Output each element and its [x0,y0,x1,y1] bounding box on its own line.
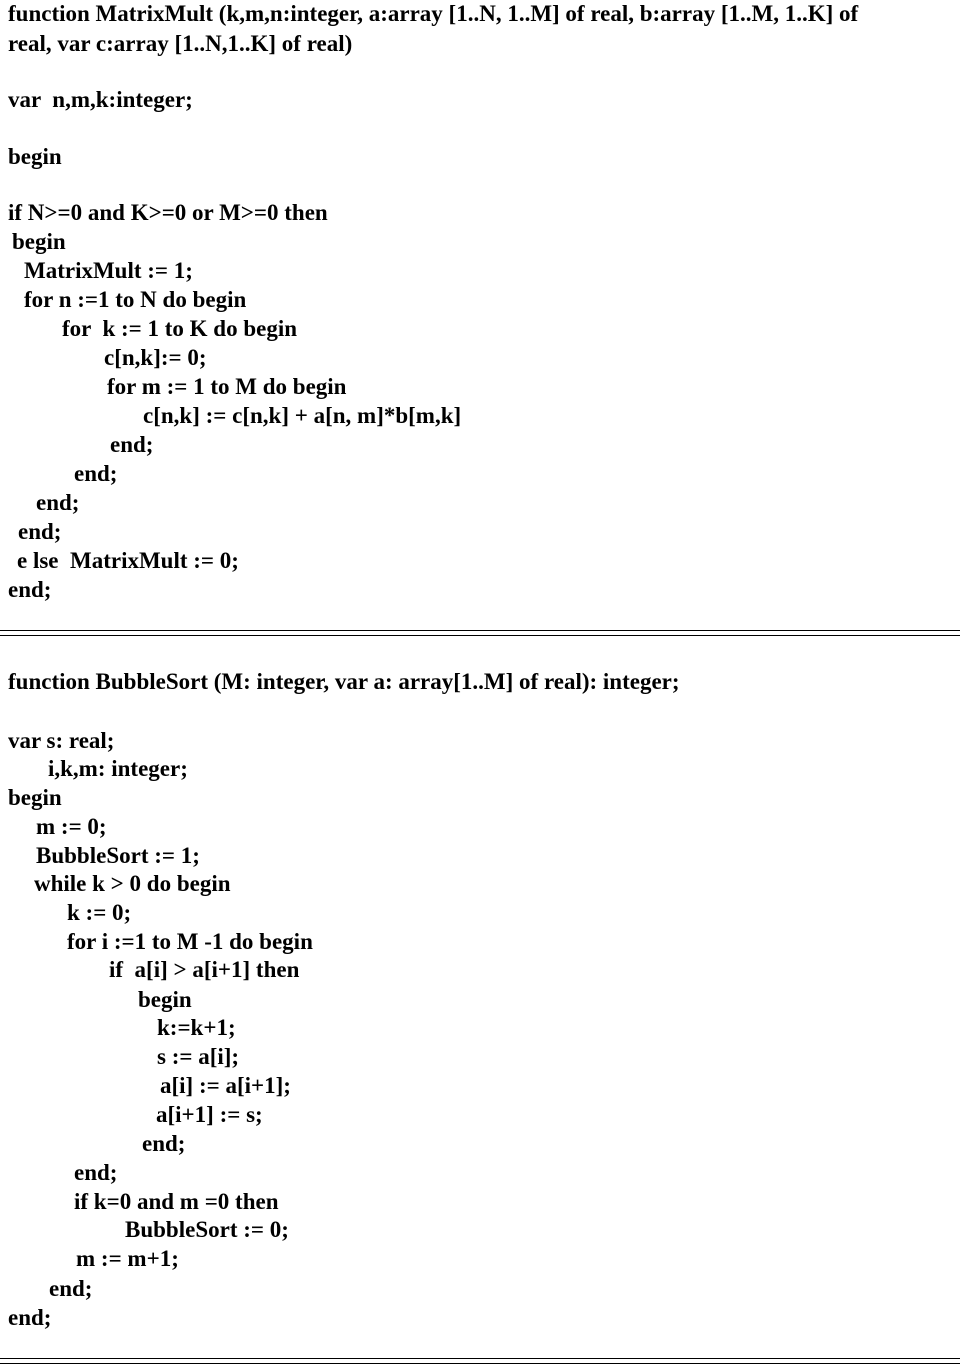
code-line: c[n,k] := c[n,k] + a[n, m]*b[m,k] [143,403,462,428]
code-line: real, var c:array [1..N,1..K] of real) [8,31,353,56]
code-line: if a[i] > a[i+1] then [109,957,300,982]
code-line: begin [8,144,62,169]
code-line: begin [12,229,66,254]
code-line: var s: real; [8,728,115,753]
divider-line [0,1358,960,1359]
code-line: for m := 1 to M do begin [107,374,347,399]
code-line: if N>=0 and K>=0 or M>=0 then [8,200,328,225]
code-line: for k := 1 to K do begin [62,316,298,341]
code-line: e lse MatrixMult := 0; [17,548,239,573]
code-line: var n,m,k:integer; [8,87,193,112]
code-line: m := m+1; [76,1246,179,1271]
code-line: k := 0; [67,900,132,925]
code-line: s := a[i]; [157,1044,240,1069]
code-line: a[i] := a[i+1]; [160,1073,291,1098]
code-line: end; [8,577,52,602]
code-line: k:=k+1; [157,1015,236,1040]
code-line: function MatrixMult (k,m,n:integer, a:array [1..N, 1..M] of real, b:array [1..M, 1..K] of [8,1,859,26]
code-line: end; [18,519,62,544]
divider-line [0,1363,960,1364]
code-line: i,k,m: integer; [48,756,188,781]
code-line: end; [142,1131,186,1156]
code-line: end; [74,1160,118,1185]
code-line: end; [49,1276,93,1301]
code-line: end; [110,432,154,457]
code-line: end; [74,461,118,486]
code-line: BubbleSort := 1; [36,843,200,868]
code-line: c[n,k]:= 0; [104,345,207,370]
code-line: end; [8,1305,52,1330]
code-line: function BubbleSort (M: integer, var a: array[1..M] of real): integer; [8,669,680,694]
code-line: begin [138,987,192,1012]
code-line: while k > 0 do begin [34,871,231,896]
code-line: if k=0 and m =0 then [74,1189,279,1214]
code-line: m := 0; [36,814,107,839]
code-line: for n :=1 to N do begin [24,287,247,312]
divider-line [0,635,960,636]
code-line: for i :=1 to M -1 do begin [67,929,313,954]
code-line: end; [36,490,80,515]
code-line: begin [8,785,62,810]
code-line: a[i+1] := s; [156,1102,263,1127]
code-line: MatrixMult := 1; [24,258,193,283]
code-line: BubbleSort := 0; [125,1217,289,1242]
divider-line [0,630,960,631]
